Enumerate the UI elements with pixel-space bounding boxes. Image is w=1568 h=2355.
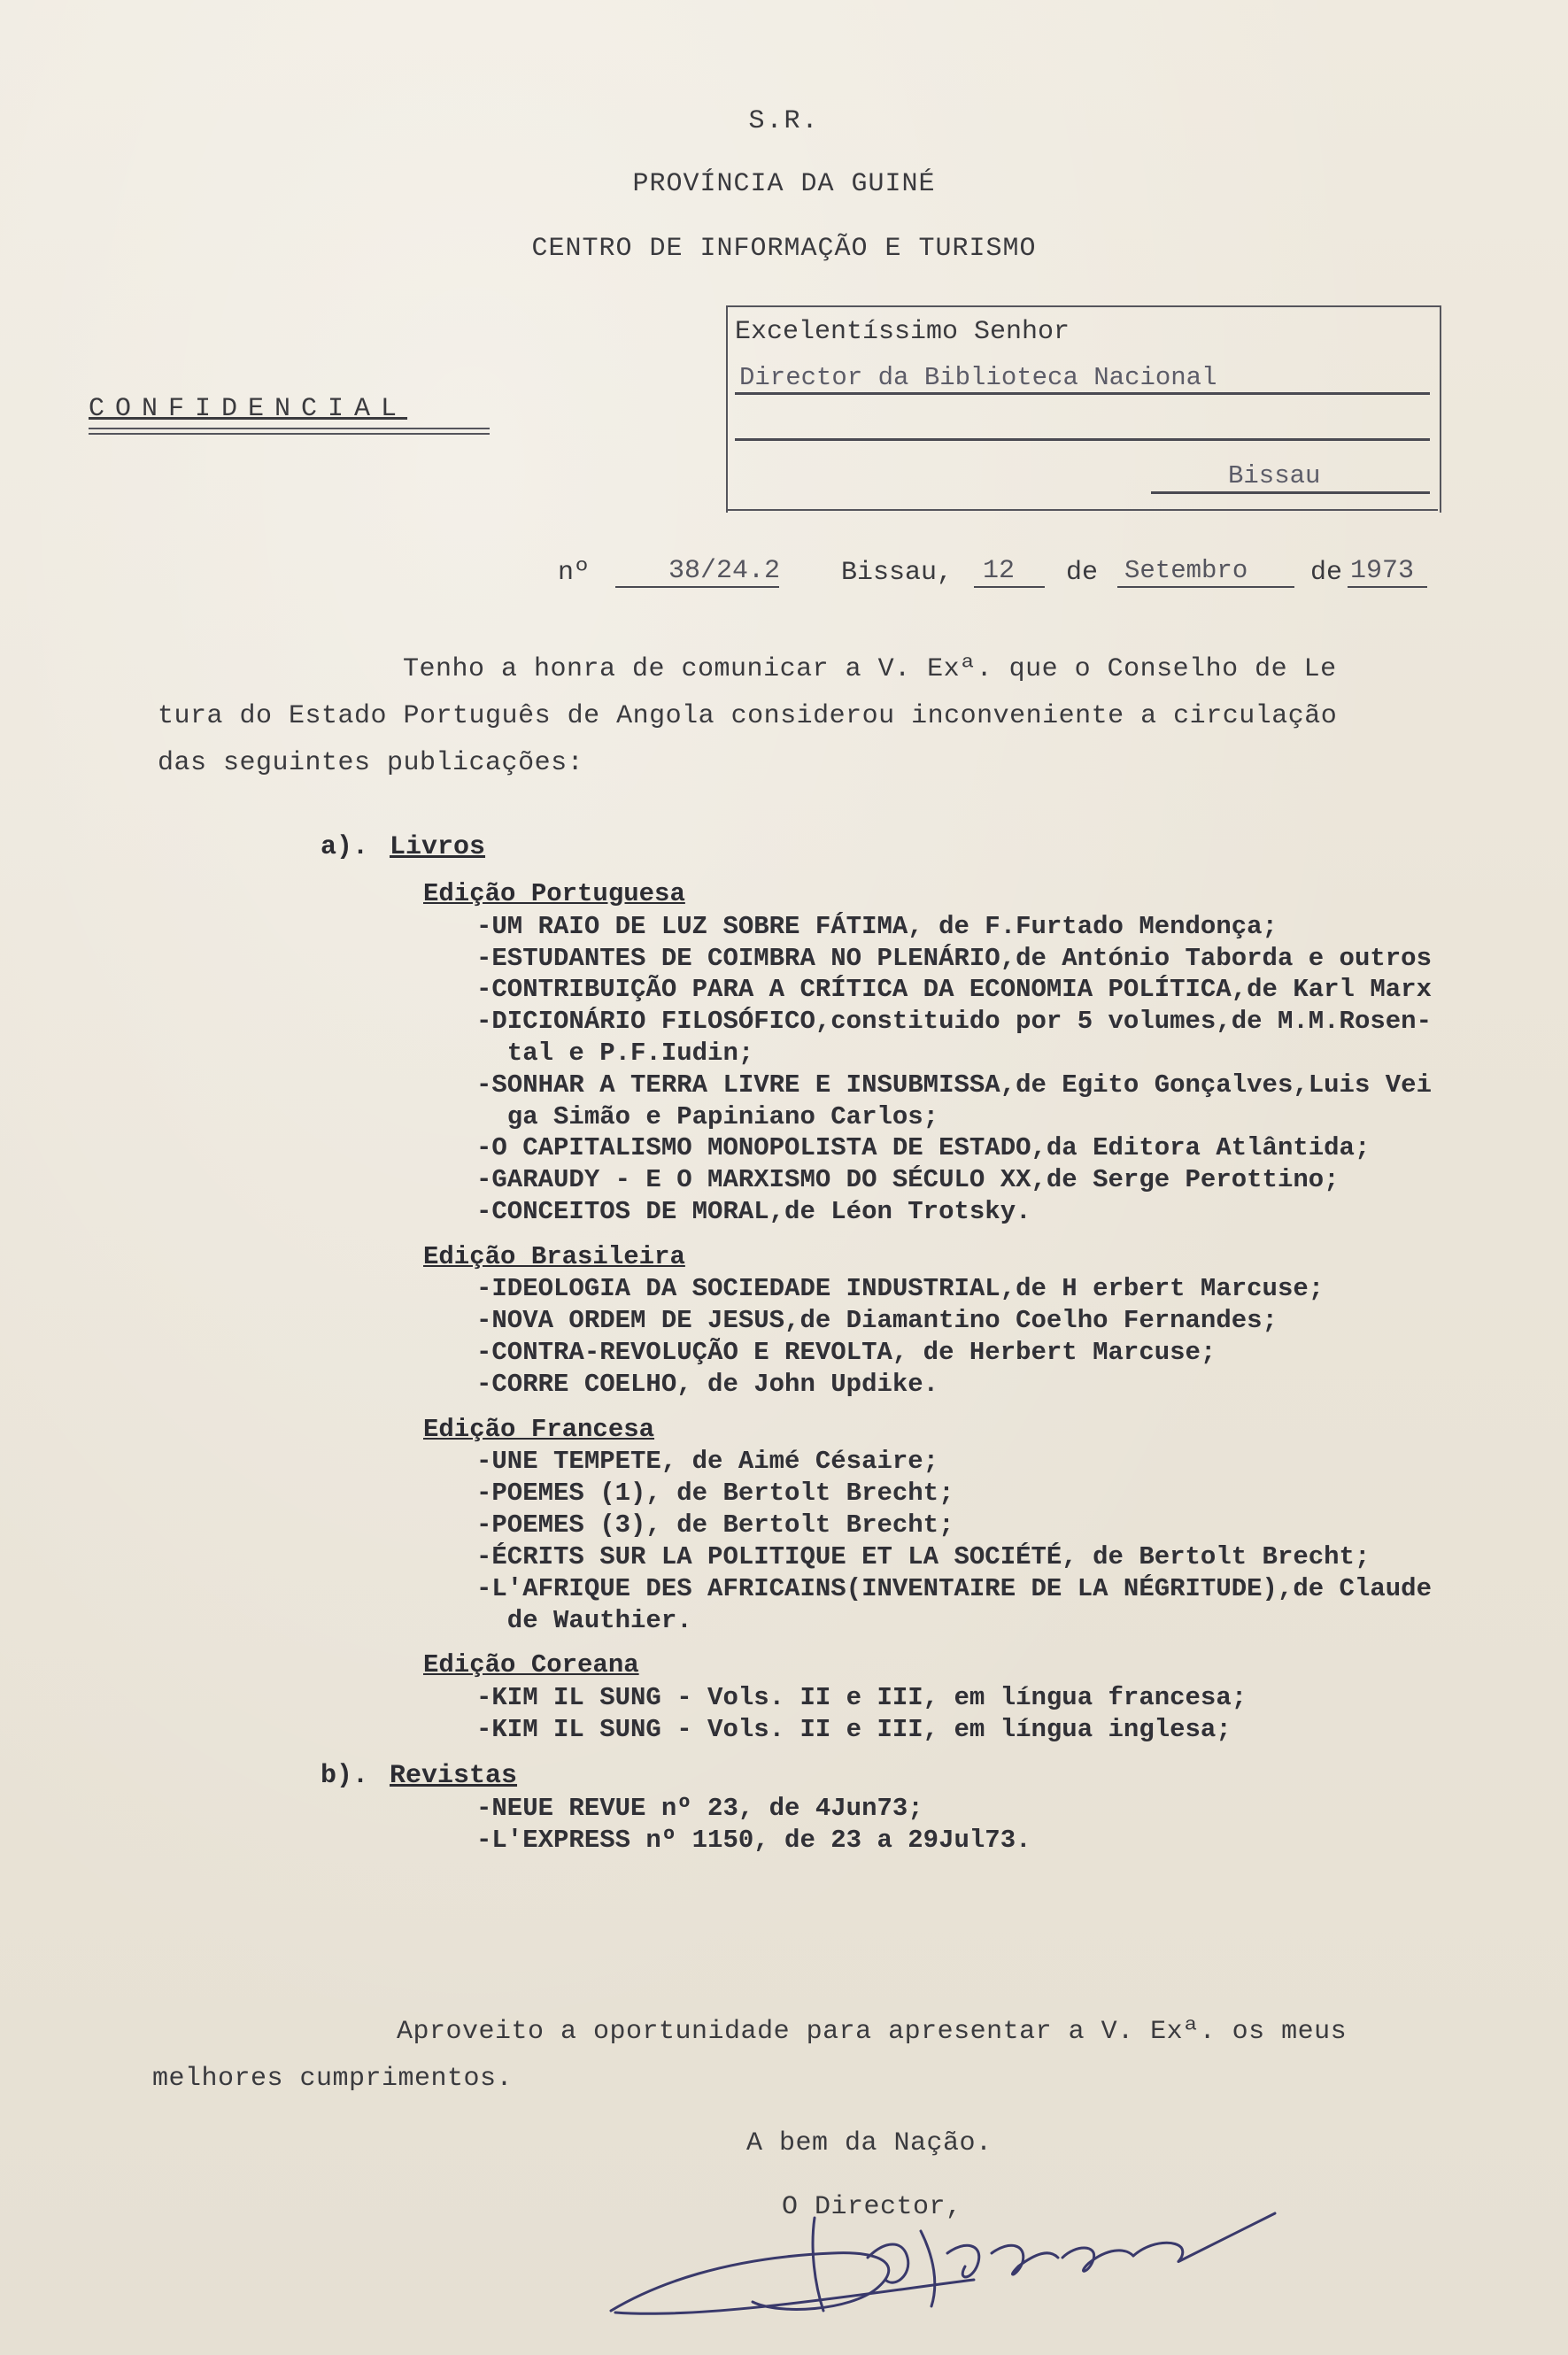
- reference-city: Bissau,: [841, 558, 954, 588]
- addressee-rule-2: [735, 438, 1430, 441]
- section-b-marker: b).: [321, 1761, 369, 1791]
- closing-line-2: melhores cumprimentos.: [152, 2064, 514, 2094]
- signatory-title: O Director,: [782, 2192, 962, 2222]
- edition-title-portuguesa: Edição Portuguesa: [423, 879, 685, 908]
- edition-title-francesa: Edição Francesa: [423, 1415, 655, 1444]
- list-item: -L'AFRIQUE DES AFRICAINS(INVENTAIRE DE LA NÉGRITUDE),de Claude: [476, 1574, 1432, 1603]
- list-item: -CORRE COELHO, de John Updike.: [476, 1370, 939, 1399]
- list-item: de Wauthier.: [476, 1606, 692, 1635]
- list-item: -IDEOLOGIA DA SOCIEDADE INDUSTRIAL,de H erbert Marcuse;: [476, 1274, 1325, 1303]
- list-item: -DICIONÁRIO FILOSÓFICO,constituido por 5 volumes,de M.M.Rosen-: [476, 1007, 1432, 1036]
- list-item: -POEMES (3), de Bertolt Brecht;: [476, 1510, 954, 1540]
- addressee-salutation: Excelentíssimo Senhor: [735, 317, 1070, 347]
- list-item: -KIM IL SUNG - Vols. II e III, em língua inglesa;: [476, 1715, 1232, 1744]
- list-item: -KIM IL SUNG - Vols. II e III, em língua francesa;: [476, 1683, 1247, 1712]
- list-item: -ESTUDANTES DE COIMBRA NO PLENÁRIO,de António Taborda e outros: [476, 944, 1432, 973]
- addressee-city-rule: [1151, 491, 1430, 494]
- reference-de-1: de: [1066, 558, 1099, 588]
- handwritten-signature: [602, 2204, 1328, 2328]
- list-item: ga Simão e Papiniano Carlos;: [476, 1102, 939, 1131]
- reference-day-rule: [974, 586, 1045, 588]
- list-item: tal e P.F.Iudin;: [476, 1039, 754, 1068]
- reference-month-rule: [1117, 586, 1294, 588]
- list-item: -UNE TEMPETE, de Aimé Césaire;: [476, 1447, 939, 1476]
- reference-de-2: de: [1310, 558, 1343, 588]
- list-item: -UM RAIO DE LUZ SOBRE FÁTIMA, de F.Furtado Mendonça;: [476, 912, 1278, 941]
- list-item: -CONCEITOS DE MORAL,de Léon Trotsky.: [476, 1197, 1031, 1226]
- intro-line-1: Tenho a honra de comunicar a V. Exª. que o Conselho de Le: [403, 654, 1337, 684]
- addressee-title: Director da Biblioteca Nacional: [739, 363, 1217, 392]
- section-b-title: Revistas: [390, 1761, 518, 1791]
- intro-line-3: das seguintes publicações:: [158, 748, 584, 778]
- list-item: -GARAUDY - E O MARXISMO DO SÉCULO XX,de Serge Perottino;: [476, 1165, 1340, 1194]
- list-item: -SONHAR A TERRA LIVRE E INSUBMISSA,de Egito Gonçalves,Luis Vei: [476, 1070, 1432, 1100]
- list-item: -L'EXPRESS nº 1150, de 23 a 29Jul73.: [476, 1826, 1031, 1855]
- list-item: -ÉCRITS SUR LA POLITIQUE ET LA SOCIÉTÉ, de Bertolt Brecht;: [476, 1542, 1371, 1571]
- classification-stamp: CONFIDENCIAL: [89, 394, 408, 424]
- reference-number: 38/24.2: [668, 556, 781, 586]
- section-a-title: Livros: [390, 832, 486, 862]
- intro-line-2: tura do Estado Português de Angola considerou inconveniente a circulação: [158, 701, 1338, 731]
- section-a-marker: a).: [321, 832, 369, 862]
- closing-line-1: Aproveito a oportunidade para apresentar a V. Exª. os meus: [397, 2017, 1348, 2047]
- header-centre: CENTRO DE INFORMAÇÃO E TURISMO: [531, 234, 1037, 264]
- list-item: -CONTRA-REVOLUÇÃO E REVOLTA, de Herbert Marcuse;: [476, 1338, 1217, 1367]
- list-item: -NOVA ORDEM DE JESUS,de Diamantino Coelho Fernandes;: [476, 1306, 1278, 1335]
- header-province: PROVÍNCIA DA GUINÉ: [632, 169, 936, 199]
- edition-title-coreana: Edição Coreana: [423, 1650, 639, 1679]
- reference-year: 1973: [1350, 556, 1415, 586]
- reference-year-rule: [1348, 586, 1427, 588]
- addressee-rule-1: [735, 392, 1430, 395]
- list-item: -CONTRIBUIÇÃO PARA A CRÍTICA DA ECONOMIA POLÍTICA,de Karl Marx: [476, 975, 1432, 1004]
- classification-rule-2: [89, 433, 490, 435]
- header-sir: S.R.: [748, 106, 820, 136]
- reference-number-rule: [615, 586, 779, 588]
- reference-day: 12: [983, 556, 1016, 586]
- addressee-box-bottom: [726, 509, 1438, 511]
- list-item: -NEUE REVUE nº 23, de 4Jun73;: [476, 1794, 923, 1823]
- reference-label: nº: [558, 558, 591, 588]
- list-item: -O CAPITALISMO MONOPOLISTA DE ESTADO,da Editora Atlântida;: [476, 1133, 1371, 1162]
- classification-rule: [89, 428, 490, 429]
- edition-title-brasileira: Edição Brasileira: [423, 1242, 685, 1271]
- valediction: A bem da Nação.: [746, 2128, 993, 2158]
- list-item: -POEMES (1), de Bertolt Brecht;: [476, 1479, 954, 1508]
- addressee-city: Bissau: [1228, 461, 1321, 490]
- reference-month: Setembro: [1124, 556, 1248, 585]
